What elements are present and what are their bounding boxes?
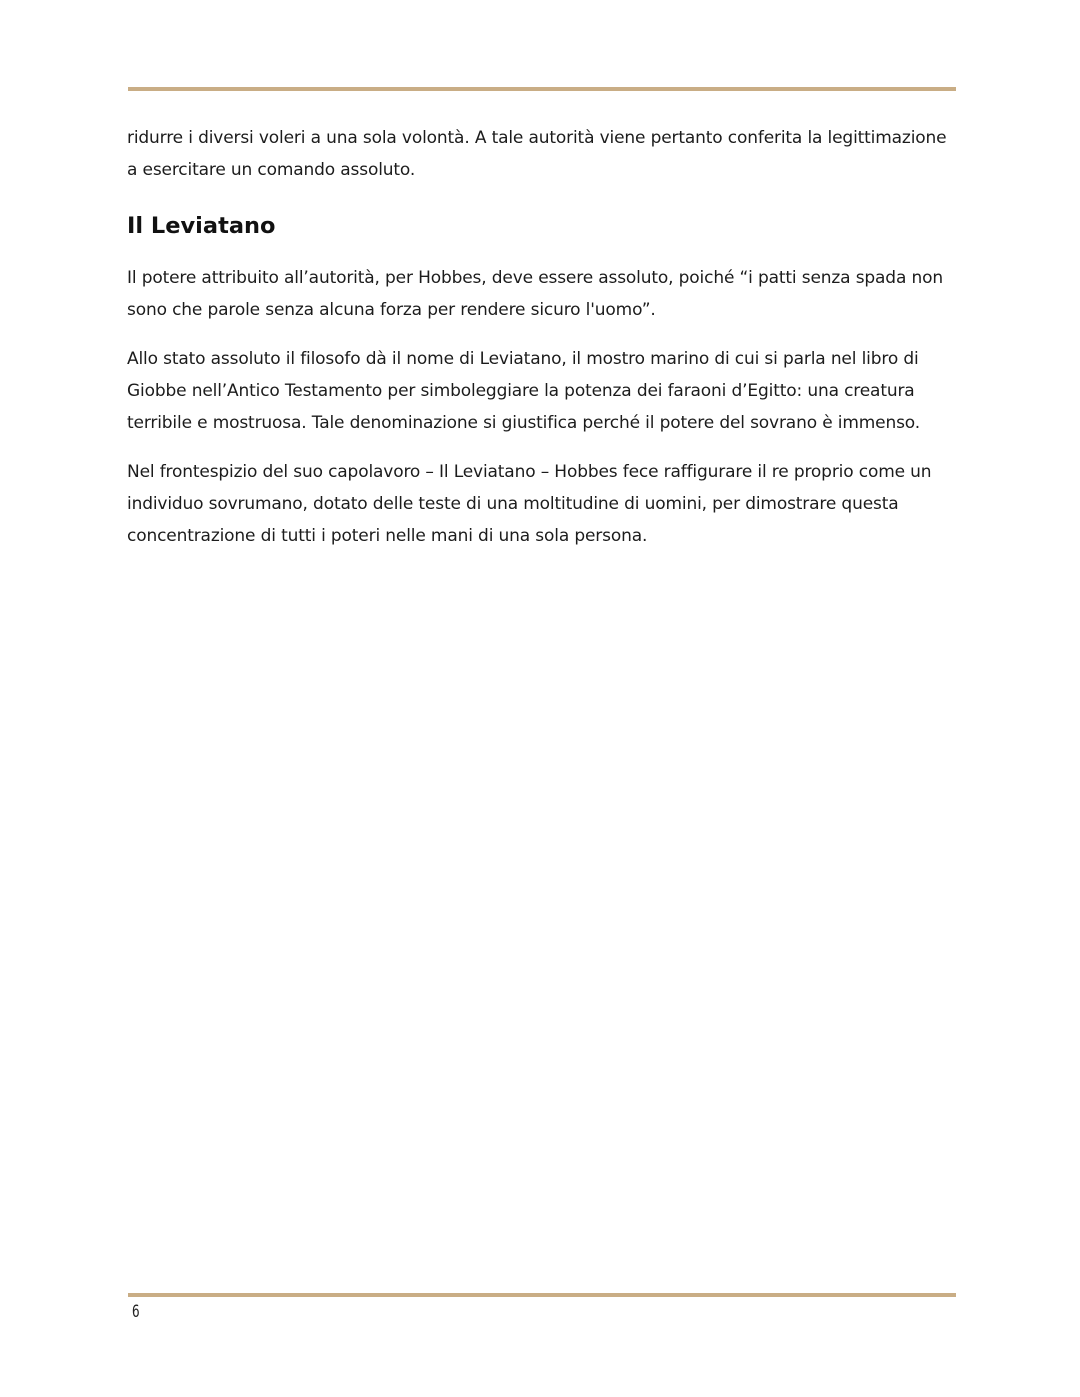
paragraph-2: Allo stato assoluto il filosofo dà il nome di Leviatano, il mostro marino di cui si parla nel libro di Giobbe nell’Antico Testamento per simboleggiare la potenza dei faraoni d’Egitto: una creatura terribile e mostruosa. Tale denominazione si giustifica perché il potere del sovrano è immenso. [127, 349, 921, 433]
page-content [127, 122, 957, 569]
page-number: 6 [132, 1302, 140, 1322]
paragraph-3: Nel frontespizio del suo capolavoro – Il Leviatano – Hobbes fece raffigurare il re proprio come un individuo sovrumano, dotato delle teste di una moltitudine di uomini, per dimostrare questa concentrazione di tutti i poteri nelle mani di una sola persona. [127, 462, 932, 546]
footer-rule [128, 1293, 956, 1297]
header-rule [128, 87, 956, 91]
paragraph-1: Il potere attribuito all’autorità, per Hobbes, deve essere assoluto, poiché “i patti senza spada non sono che parole senza alcuna forza per rendere sicuro l'uomo”. [127, 268, 943, 320]
section-heading: Il Leviatano [127, 213, 276, 239]
continued-paragraph: ridurre i diversi voleri a una sola volontà. A tale autorità viene pertanto conferita la legittimazione a esercitare un comando assoluto. [127, 128, 947, 180]
